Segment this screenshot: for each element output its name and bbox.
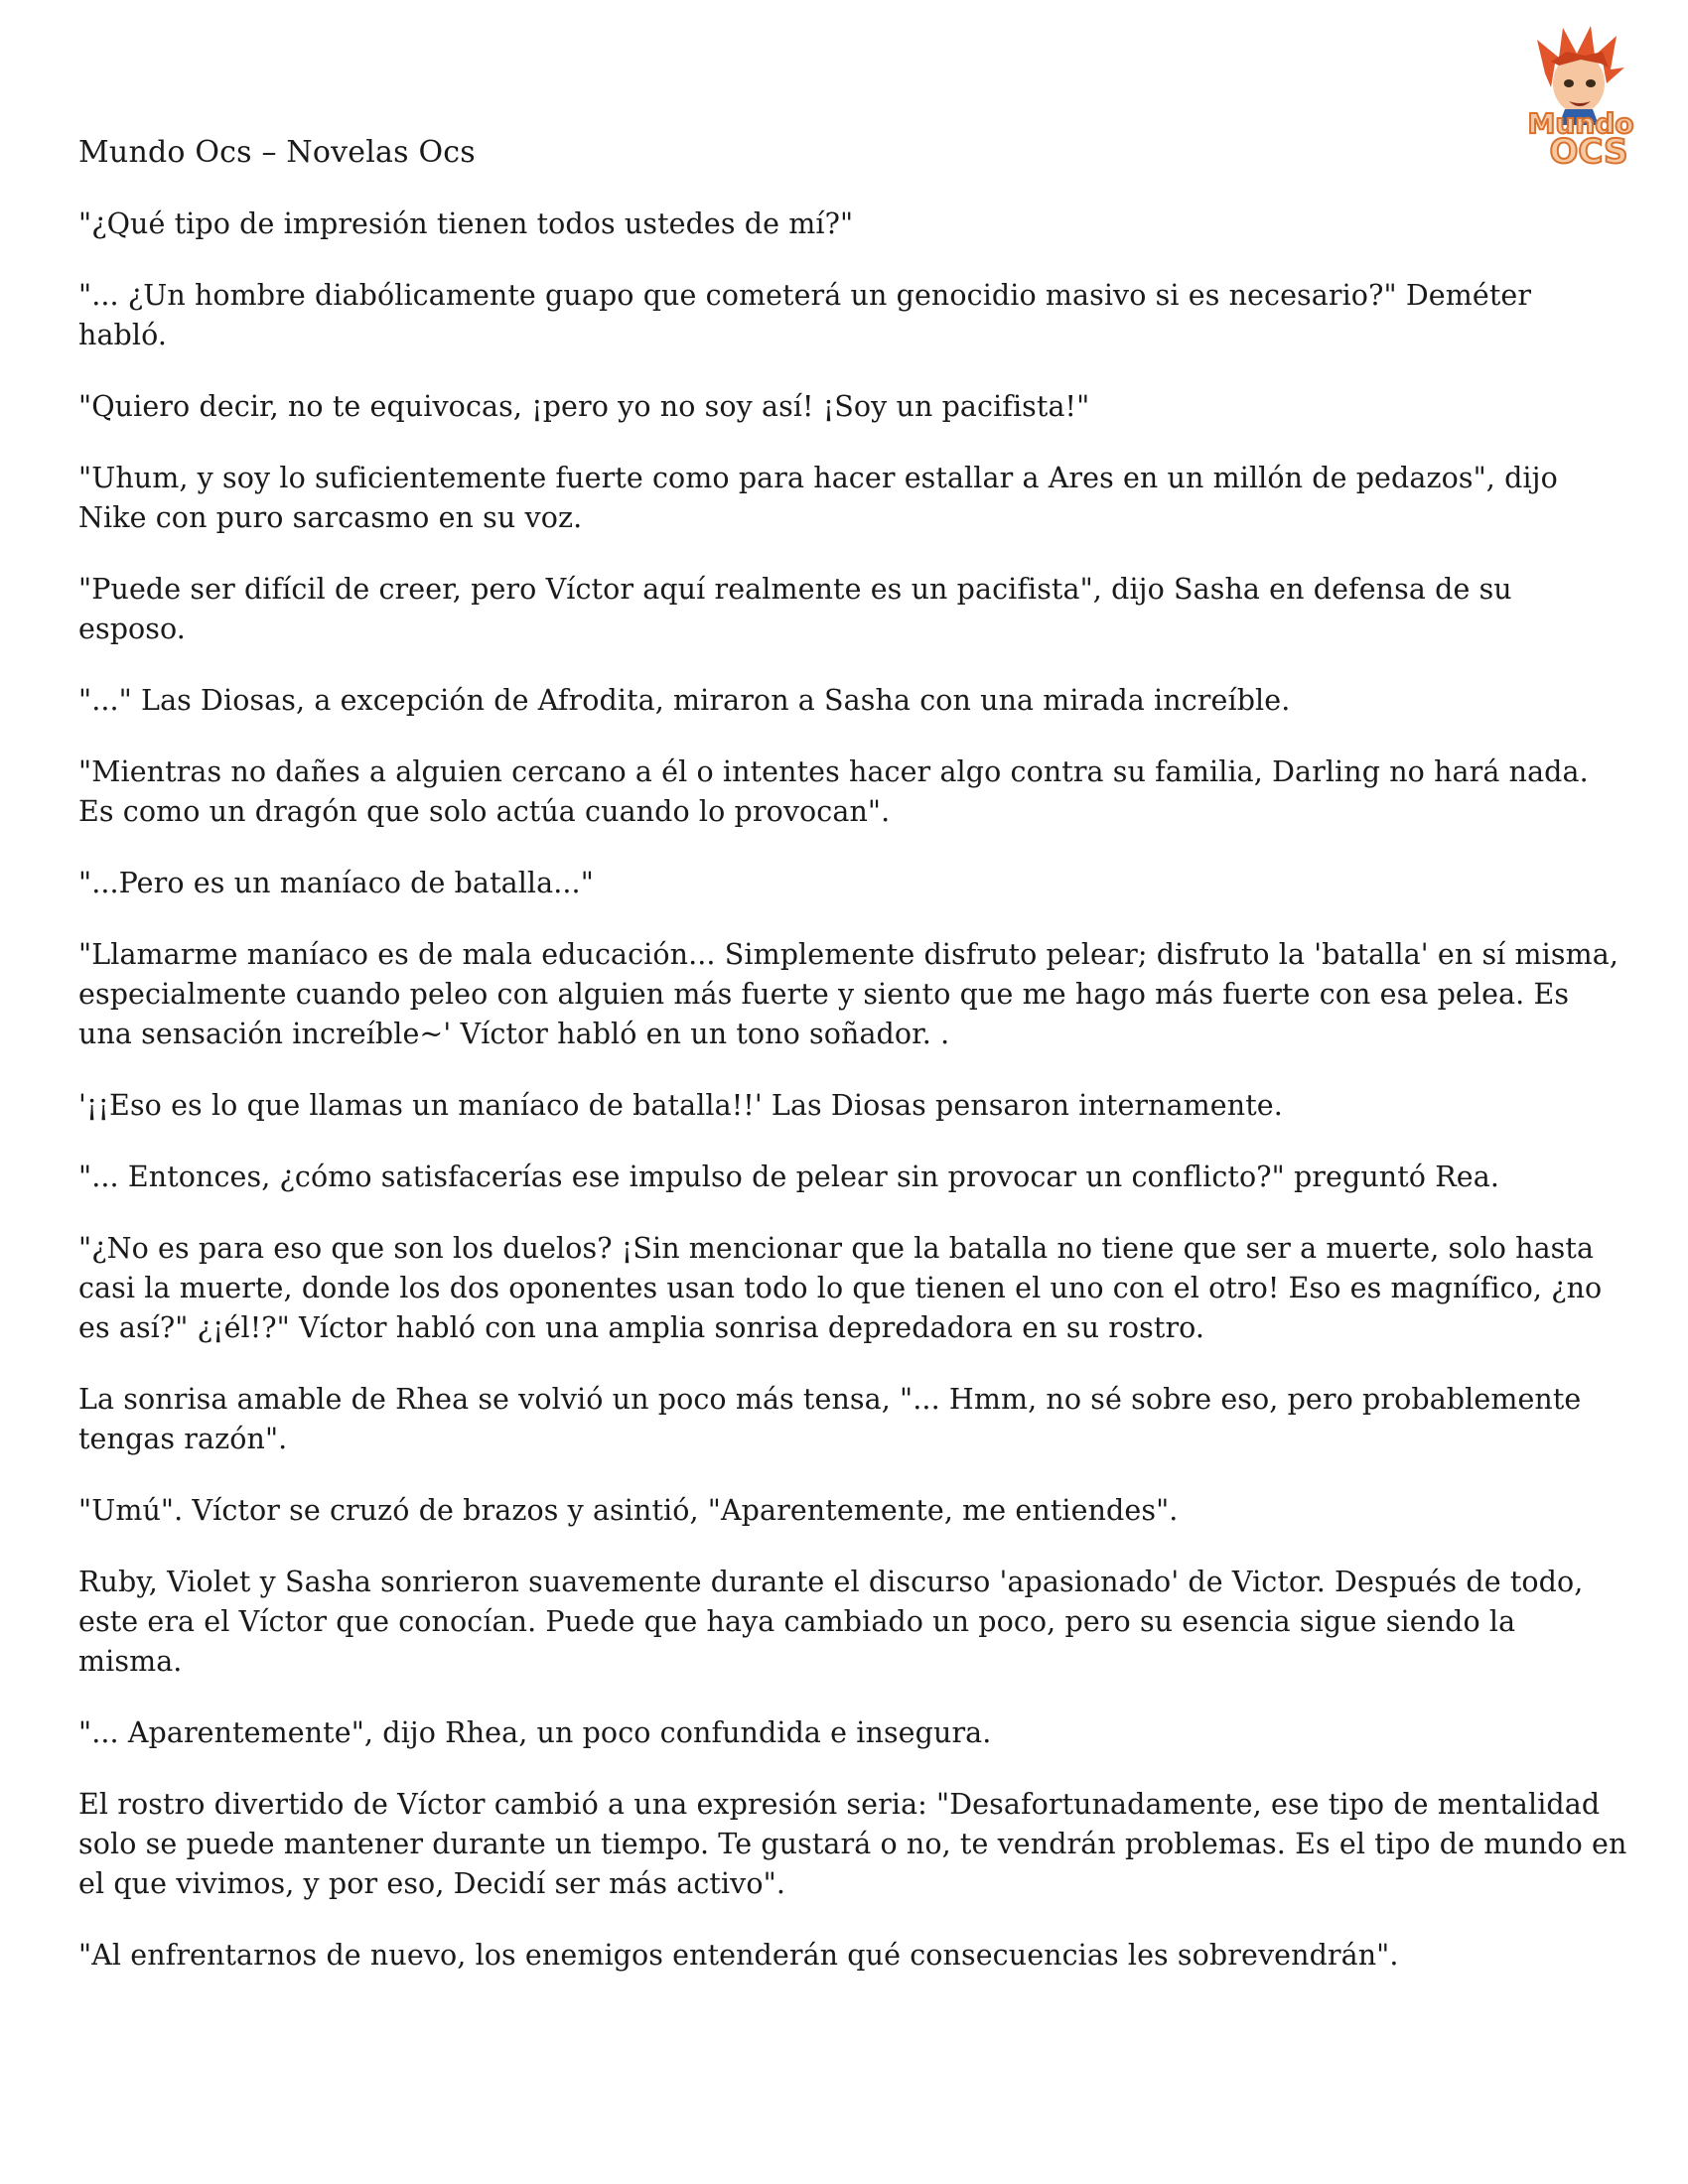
paragraph: "... Entonces, ¿cómo satisfacerías ese impulso de pelear sin provocar un conflicto?" preguntó Rea. [78, 1160, 1499, 1193]
paragraph: "Quiero decir, no te equivocas, ¡pero yo no soy así! ¡Soy un pacifista!" [78, 390, 1090, 423]
paragraph: El rostro divertido de Víctor cambió a una expresión seria: "Desafortunadamente, ese tipo de mentalidad solo se puede mantener durante un tiempo. Te gustará o no, te vendrán problemas. Es el tipo de mundo en el que vivimos, y por eso, Decidí ser más activo". [78, 1788, 1627, 1900]
paragraph: "Puede ser difícil de creer, pero Víctor aquí realmente es un pacifista", dijo Sasha en defensa de su esposo. [78, 573, 1512, 645]
document-body [78, 205, 1627, 2007]
paragraph: "¿Qué tipo de impresión tienen todos ustedes de mí?" [78, 207, 854, 240]
paragraph: La sonrisa amable de Rhea se volvió un poco más tensa, "... Hmm, no sé sobre eso, pero probablemente tengas razón". [78, 1383, 1582, 1455]
paragraph: "... Aparentemente", dijo Rhea, un poco confundida e insegura. [78, 1716, 992, 1749]
paragraph: "Al enfrentarnos de nuevo, los enemigos entenderán qué consecuencias les sobrevendrán". [78, 1939, 1399, 1972]
paragraph: "..." Las Diosas, a excepción de Afrodita, miraron a Sasha con una mirada increíble. [78, 684, 1291, 717]
paragraph: "Llamarme maníaco es de mala educación... Simplemente disfruto pelear; disfruto la 'batalla' en sí misma, especialmente cuando peleo con alguien más fuerte y siento que me hago más fuerte con esa pelea. Es una sensación increíble~' Víctor habló en un tono soñador. . [78, 938, 1619, 1050]
paragraph: "Umú". Víctor se cruzó de brazos y asintió, "Aparentemente, me entiendes". [78, 1494, 1179, 1527]
paragraph: "Uhum, y soy lo suficientemente fuerte como para hacer estallar a Ares en un millón de pedazos", dijo Nike con puro sarcasmo en su voz. [78, 462, 1558, 534]
paragraph: '¡¡Eso es lo que llamas un maníaco de batalla!!' Las Diosas pensaron internamente. [78, 1089, 1283, 1122]
paragraph: "... ¿Un hombre diabólicamente guapo que cometerá un genocidio masivo si es necesario?" Deméter habló. [78, 279, 1532, 351]
paragraph: "¿No es para eso que son los duelos? ¡Sin mencionar que la batalla no tiene que ser a muerte, solo hasta casi la muerte, donde los dos oponentes usan todo lo que tienen el uno con el otro! Eso es magnífico, ¿no es así?" ¿¡él!?" Víctor habló con una amplia sonrisa depredadora en su rostro. [78, 1232, 1603, 1344]
logo-text-mundo: Mundo [1527, 107, 1634, 140]
paragraph: Ruby, Violet y Sasha sonrieron suavemente durante el discurso 'apasionado' de Victor. Después de todo, este era el Víctor que conocían. Puede que haya cambiado un poco, pero su esencia sigue siendo la misma. [78, 1566, 1584, 1678]
document-header: Mundo Ocs – Novelas Ocs [78, 135, 476, 170]
paragraph: "Mientras no dañes a alguien cercano a él o intentes hacer algo contra su familia, Darling no hará nada. Es como un dragón que solo actúa cuando lo provocan". [78, 755, 1589, 828]
logo-text-ocs: OCS [1549, 132, 1628, 171]
paragraph: "...Pero es un maníaco de batalla..." [78, 867, 594, 899]
mascot-logo-icon [1507, 22, 1656, 171]
